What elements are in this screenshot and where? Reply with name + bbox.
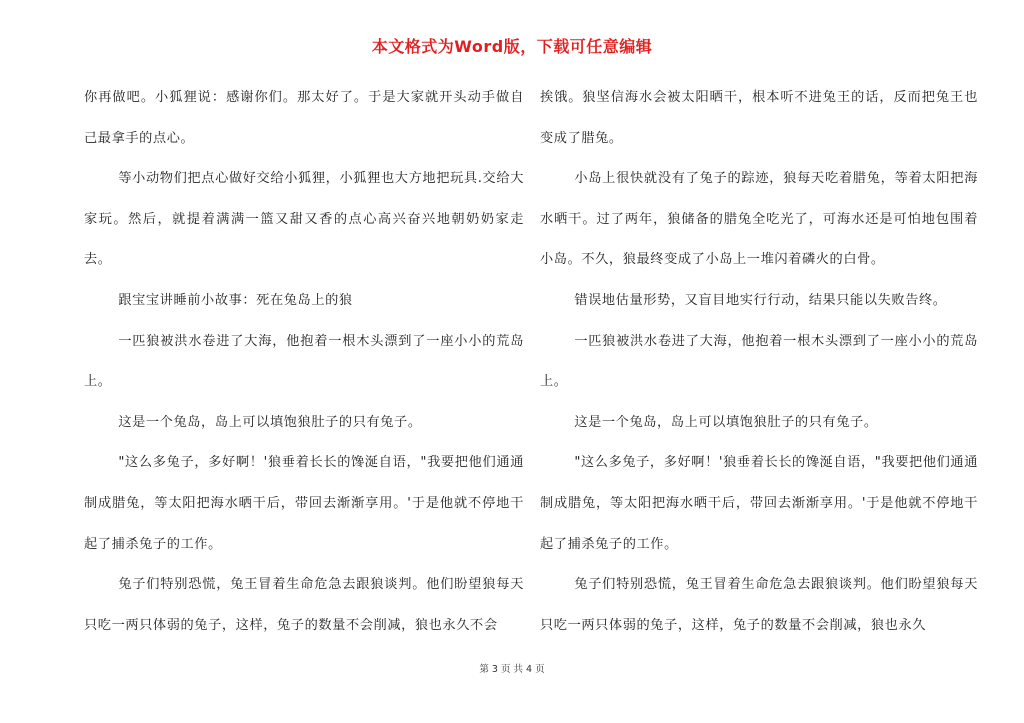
- paragraph: 小岛上很快就没有了兔子的踪迹，狼每天吃着腊兔，等着太阳把海水晒干。过了两年，狼储备的腊兔全吃光了，可海水还是可怕地包围着小岛。不久，狼最终变成了小岛上一堆闪着磷火的白骨。: [540, 171, 978, 268]
- paragraph: 这是一个兔岛，岛上可以填饱狼肚子的只有兔子。: [574, 414, 878, 430]
- paragraph: "这么多兔子，多好啊！'狼垂着长长的馋涎自语，"我要把他们通通制成腊兔，等太阳把海水晒干后，带回去渐渐享用。'于是他就不停地干起了捕杀兔子的工作。: [84, 455, 524, 552]
- paragraph: "这么多兔子，多好啊！'狼垂着长长的馋涎自语，"我要把他们通通制成腊兔，等太阳把海水晒干后，带回去渐渐享用。'于是他就不停地干起了捕杀兔子的工作。: [540, 455, 978, 552]
- paragraph-continuation: 你再做吧。小狐狸说：感谢你们。那太好了。于是大家就开头动手做自己最拿手的点心。: [84, 90, 524, 146]
- paragraph: 兔子们特别恐慌，兔王冒着生命危急去跟狼谈判。他们盼望狼每天只吃一两只体弱的兔子，这样，兔子的数量不会削减，狼也永久不会: [84, 577, 524, 633]
- paragraph: 兔子们特别恐慌，兔王冒着生命危急去跟狼谈判。他们盼望狼每天只吃一两只体弱的兔子，这样，兔子的数量不会削减，狼也永久: [540, 577, 978, 633]
- paragraph: 等小动物们把点心做好交给小狐狸，小狐狸也大方地把玩具.交给大家玩。然后，就提着满满一篮又甜又香的点心高兴奋兴地朝奶奶家走去。: [84, 171, 524, 268]
- paragraph: 一匹狼被洪水卷进了大海，他抱着一根木头漂到了一座小小的荒岛上。: [84, 333, 524, 390]
- left-text-column: [84, 78, 524, 646]
- document-header-title: 本文格式为Word版，下载可任意编辑: [371, 37, 653, 56]
- paragraph: 这是一个兔岛，岛上可以填饱狼肚子的只有兔子。: [118, 414, 422, 430]
- paragraph-continuation: 挨饿。狼坚信海水会被太阳晒干，根本听不进兔王的话，反而把兔王也变成了腊兔。: [540, 90, 978, 146]
- story-heading: 跟宝宝讲睡前小故事：死在兔岛上的狼: [118, 292, 353, 308]
- paragraph: 错误地估量形势，又盲目地实行行动，结果只能以失败告终。: [574, 292, 947, 308]
- paragraph: 一匹狼被洪水卷进了大海，他抱着一根木头漂到了一座小小的荒岛上。: [540, 333, 978, 390]
- page-number-footer: 第 3 页 共 4 页: [479, 664, 545, 675]
- right-text-column: [540, 78, 978, 646]
